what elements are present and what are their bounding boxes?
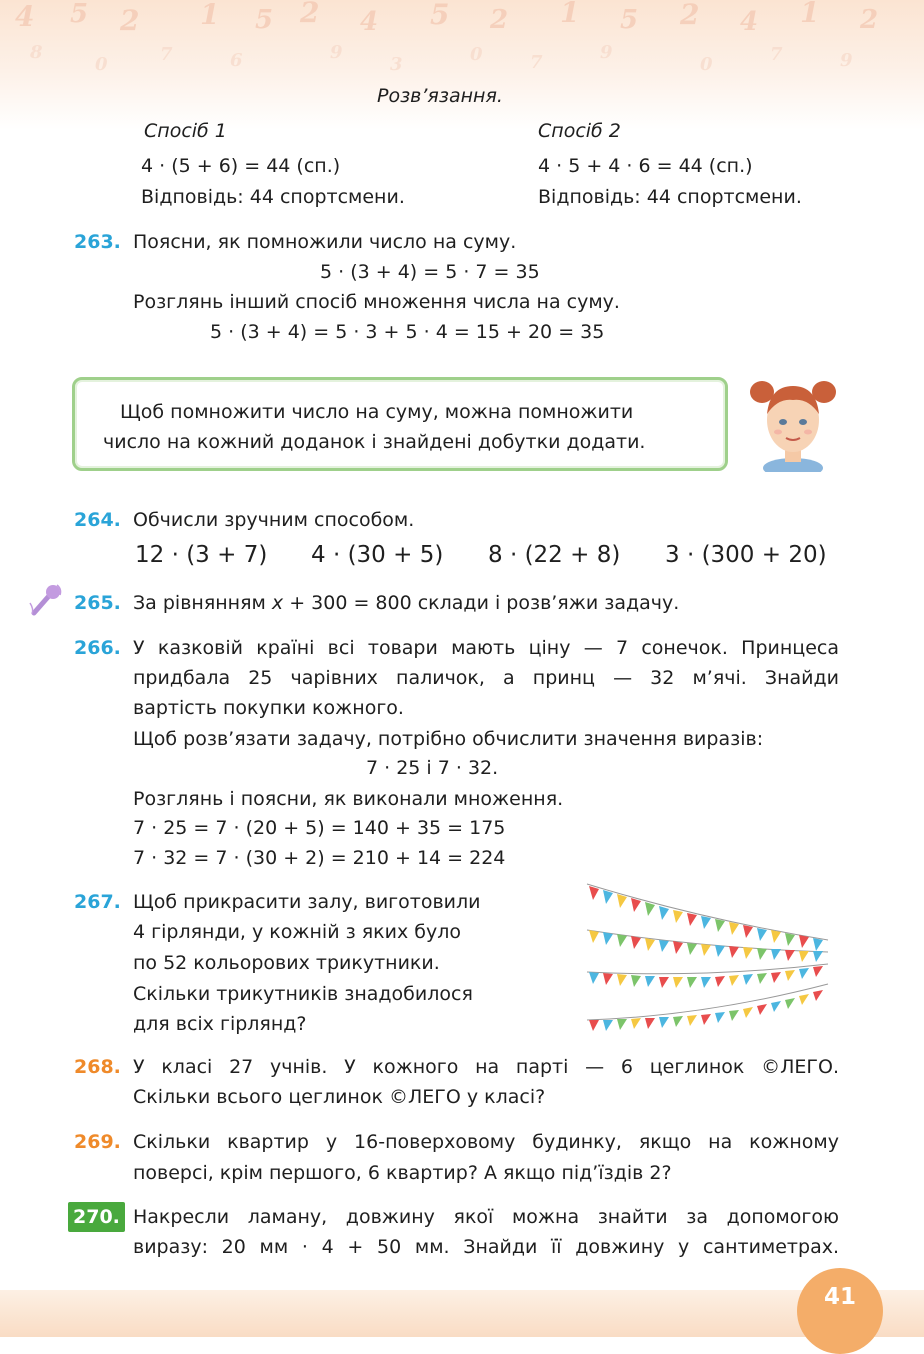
svg-text:3: 3 bbox=[390, 54, 425, 75]
svg-text:2: 2 bbox=[300, 0, 342, 29]
svg-text:1: 1 bbox=[800, 0, 842, 29]
task-265-variable: x bbox=[271, 592, 284, 614]
task-268-line2: Скільки всього цеглинок ©ЛЕГО у класі? bbox=[133, 1086, 546, 1108]
svg-text:5: 5 bbox=[255, 5, 296, 35]
svg-text:2: 2 bbox=[490, 5, 531, 35]
svg-text:7: 7 bbox=[160, 44, 195, 65]
task-265-text bbox=[133, 591, 679, 615]
task-268-number: 268. bbox=[74, 1056, 121, 1078]
svg-text:2: 2 bbox=[860, 5, 901, 35]
garlands-illustration-icon bbox=[585, 880, 830, 1040]
svg-text:7: 7 bbox=[770, 44, 805, 65]
task-264-expression-1: 12 · (3 + 7) bbox=[135, 542, 268, 568]
svg-text:4: 4 bbox=[360, 7, 401, 37]
task-266-line6: Розглянь і поясни, як виконали множення. bbox=[133, 788, 564, 810]
task-263-line1: Поясни, як помножили число на суму. bbox=[133, 231, 517, 253]
svg-text:8: 8 bbox=[30, 42, 65, 63]
task-265-number: 265. bbox=[74, 592, 121, 614]
task-263-expression1: 5 · (3 + 4) = 5 · 7 = 35 bbox=[320, 261, 540, 283]
way2-title: Спосіб 2 bbox=[538, 120, 621, 142]
task-266-line3: вартість покупки кожного. bbox=[133, 697, 404, 719]
svg-text:7: 7 bbox=[530, 52, 565, 73]
microphone-icon bbox=[28, 583, 64, 617]
svg-text:9: 9 bbox=[840, 50, 875, 71]
way1-expression: 4 · (5 + 6) = 44 (сп.) bbox=[141, 155, 341, 177]
task-267-line3: по 52 кольорових трикутники. bbox=[133, 952, 440, 974]
way2-expression: 4 · 5 + 4 · 6 = 44 (сп.) bbox=[538, 155, 753, 177]
task-263-line2: Розглянь інший спосіб множення числа на суму. bbox=[133, 291, 620, 313]
way1-answer: Відповідь: 44 спортсмени. bbox=[141, 186, 405, 208]
svg-text:9: 9 bbox=[600, 42, 635, 63]
task-267-line1: Щоб прикрасити залу, виготовили bbox=[133, 891, 481, 913]
svg-text:1: 1 bbox=[560, 0, 602, 29]
task-269-line1: Скільки квартир у 16-поверховому будинку, якщо на кожному bbox=[133, 1131, 839, 1153]
task-270-number: 270. bbox=[68, 1202, 125, 1232]
svg-text:9: 9 bbox=[330, 42, 365, 63]
task-265-text-end: + 300 = 800 склади і розв’яжи задачу. bbox=[283, 592, 680, 614]
task-266-line2: придбала 25 чарівних паличок, а принц — 32 м’ячі. Знайди bbox=[133, 667, 839, 689]
task-269-number: 269. bbox=[74, 1131, 121, 1153]
girl-illustration-icon bbox=[748, 372, 838, 472]
task-266-calc1: 7 · 25 = 7 · (20 + 5) = 140 + 35 = 175 bbox=[133, 817, 506, 839]
svg-text:0: 0 bbox=[700, 54, 735, 75]
task-266-line1: У казковій країні всі товари мають ціну — 7 сонечок. Принцеса bbox=[133, 637, 839, 659]
task-263-expression2: 5 · (3 + 4) = 5 · 3 + 5 · 4 = 15 + 20 = 35 bbox=[210, 321, 605, 343]
task-268-line1: У класі 27 учнів. У кожного на парті — 6 цеглинок ©ЛЕГО. bbox=[133, 1056, 839, 1078]
rule-line2: число на кожний доданок і знайдені добутки додати. bbox=[103, 431, 646, 453]
digits-decoration-icon bbox=[0, 0, 924, 90]
task-264-number: 264. bbox=[74, 509, 121, 531]
svg-text:5: 5 bbox=[620, 5, 661, 35]
way1-title: Спосіб 1 bbox=[144, 120, 227, 142]
svg-text:5: 5 bbox=[70, 0, 111, 29]
svg-text:2: 2 bbox=[120, 4, 162, 37]
svg-text:5: 5 bbox=[430, 0, 472, 31]
task-269-line2: поверсі, крім першого, 6 квартир? А якщо під’їздів 2? bbox=[133, 1162, 672, 1184]
svg-text:1: 1 bbox=[200, 0, 242, 31]
task-264-expression-2: 4 · (30 + 5) bbox=[311, 542, 444, 568]
task-264-text: Обчисли зручним способом. bbox=[133, 509, 415, 531]
task-266-number: 266. bbox=[74, 637, 121, 659]
task-266-calc2: 7 · 32 = 7 · (30 + 2) = 210 + 14 = 224 bbox=[133, 847, 506, 869]
task-265-text-start: За рівнянням bbox=[133, 592, 272, 614]
task-266-line4: Щоб розв’язати задачу, потрібно обчислити значення виразів: bbox=[133, 728, 764, 750]
task-267-line2: 4 гірлянди, у кожній з яких було bbox=[133, 921, 462, 943]
task-267-line5: для всіх гірлянд? bbox=[133, 1013, 307, 1035]
task-267-number: 267. bbox=[74, 891, 121, 913]
footer-background bbox=[0, 1290, 924, 1337]
svg-text:4: 4 bbox=[740, 7, 781, 37]
task-264-expression-3: 8 · (22 + 8) bbox=[488, 542, 621, 568]
task-270-line1: Накресли ламану, довжину якої можна знайти за допомогою bbox=[133, 1206, 839, 1228]
task-264-expression-4: 3 · (300 + 20) bbox=[665, 542, 827, 568]
svg-text:0: 0 bbox=[470, 44, 505, 65]
way2-answer: Відповідь: 44 спортсмени. bbox=[538, 186, 802, 208]
solution-heading: Розв’язання. bbox=[377, 85, 503, 107]
svg-text:6: 6 bbox=[230, 50, 265, 71]
decorative-digits-pattern bbox=[0, 0, 924, 90]
page-number: 41 bbox=[797, 1268, 883, 1354]
task-270-line2: виразу: 20 мм · 4 + 50 мм. Знайди її довжину у сантиметрах. bbox=[133, 1236, 839, 1258]
task-267-line4: Скільки трикутників знадобилося bbox=[133, 983, 473, 1005]
task-263-number: 263. bbox=[74, 231, 121, 253]
svg-text:4: 4 bbox=[15, 0, 57, 33]
task-266-expressions: 7 · 25 і 7 · 32. bbox=[366, 757, 499, 779]
svg-text:2: 2 bbox=[680, 0, 722, 31]
rule-line1: Щоб помножити число на суму, можна помножити bbox=[120, 401, 634, 423]
svg-text:0: 0 bbox=[95, 54, 130, 75]
